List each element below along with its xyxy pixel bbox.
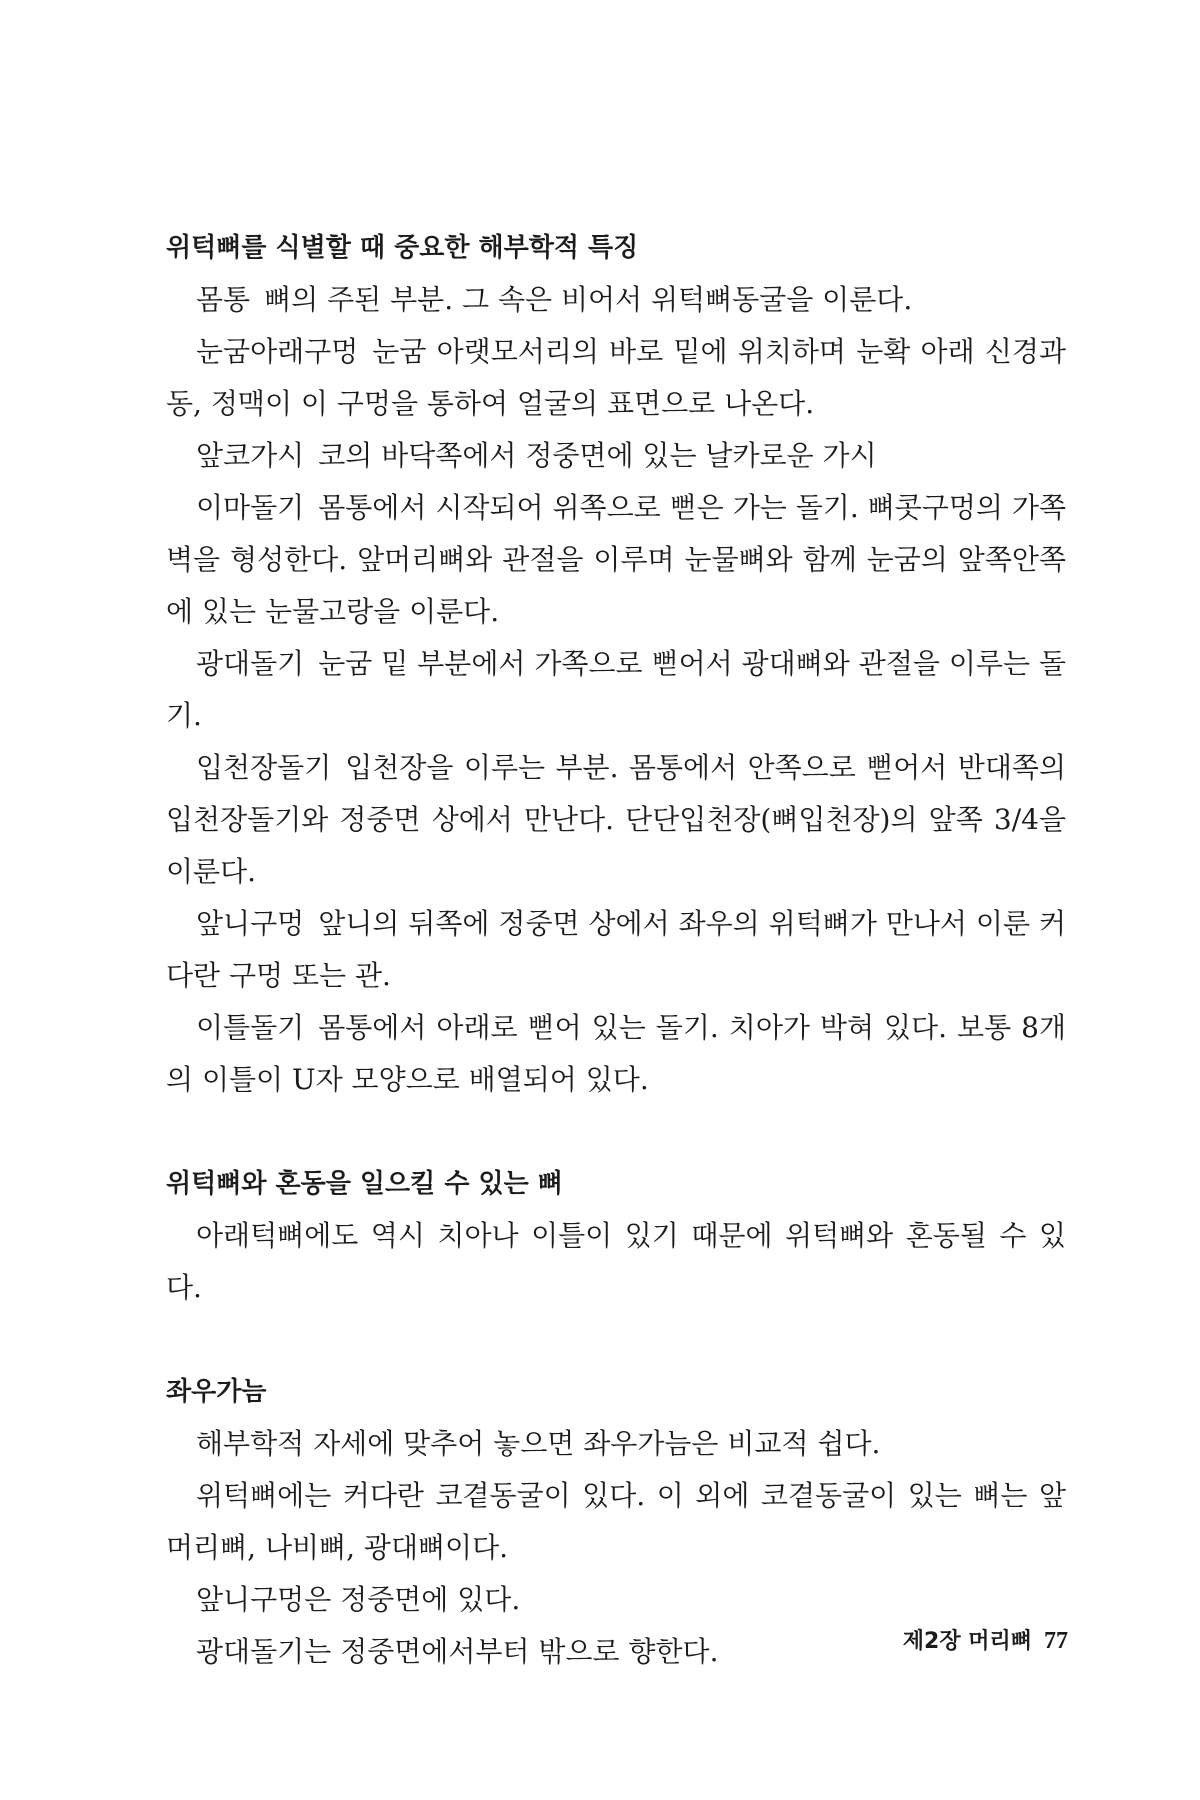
term-description: 뼈의 주된 부분. 그 속은 비어서 위턱뼈동굴을 이룬다. bbox=[264, 283, 913, 316]
term-description: 코의 바닥쪽에서 정중면에 있는 날카로운 가시 bbox=[318, 439, 877, 472]
term-label: 앞코가시 bbox=[196, 439, 305, 472]
term-label: 눈굼아래구멍 bbox=[196, 335, 359, 368]
term-label: 이틀돌기 bbox=[196, 1011, 305, 1044]
page-number: 77 bbox=[1044, 1628, 1068, 1654]
term-description: 몸통에서 시작되어 위쪽으로 뻗은 가는 돌기. 뼈콧구멍의 가쪽 벽을 형성한다. 앞머리뼈와 관절을 이루며 눈물뼈와 함께 눈굼의 앞쪽안쪽에 있는 눈물고랑을 이룬다. bbox=[166, 491, 1066, 628]
section-spacer bbox=[166, 1106, 1066, 1158]
term-entry bbox=[166, 742, 1066, 898]
term-description: 입천장을 이루는 부분. 몸통에서 안쪽으로 뻗어서 반대쪽의 입천장돌기와 정중면 상에서 만난다. 단단입천장(뼈입천장)의 앞쪽 3/4을 이룬다. bbox=[166, 751, 1066, 888]
section-heading-confusion: 위턱뼈와 혼동을 일으킬 수 있는 뼈 bbox=[166, 1169, 563, 1199]
body-paragraph: 앞니구멍은 정중면에 있다. bbox=[196, 1583, 521, 1616]
term-description: 앞니의 뒤쪽에 정중면 상에서 좌우의 위턱뼈가 만나서 이룬 커다란 구멍 또는 관. bbox=[166, 907, 1066, 992]
term-description: 눈굼 밑 부분에서 가쪽으로 뻗어서 광대뼈와 관절을 이루는 돌기. bbox=[166, 647, 1066, 732]
term-description: 눈굼 아랫모서리의 바로 밑에 위치하며 눈확 아래 신경과 동, 정맥이 이 구멍을 통하여 얼굴의 표면으로 나온다. bbox=[166, 335, 1066, 420]
chapter-title: 제2장 머리뼈 bbox=[902, 1629, 1032, 1654]
term-label: 몸통 bbox=[196, 283, 251, 316]
term-entry bbox=[166, 326, 1066, 430]
page-footer bbox=[903, 1624, 1068, 1655]
term-entry bbox=[166, 274, 1066, 326]
section-spacer bbox=[166, 1314, 1066, 1366]
body-paragraph: 위턱뼈에는 커다란 코곁동굴이 있다. 이 외에 코곁동굴이 있는 뼈는 앞머리뼈, 나비뼈, 광대뼈이다. bbox=[166, 1479, 1066, 1564]
term-entry bbox=[166, 638, 1066, 742]
body-paragraph: 광대돌기는 정중면에서부터 밖으로 향한다. bbox=[196, 1635, 719, 1668]
body-paragraph: 해부학적 자세에 맞추어 놓으면 좌우가늠은 비교적 쉽다. bbox=[196, 1427, 881, 1460]
section-heading-identification: 위턱뼈를 식별할 때 중요한 해부학적 특징 bbox=[166, 233, 639, 263]
term-label: 이마돌기 bbox=[196, 491, 305, 524]
term-description: 몸통에서 아래로 뻗어 있는 돌기. 치아가 박혀 있다. 보통 8개의 이틀이 U자 모양으로 배열되어 있다. bbox=[166, 1011, 1066, 1096]
body-paragraph: 아래턱뼈에도 역시 치아나 이틀이 있기 때문에 위턱뼈와 혼동될 수 있다. bbox=[166, 1219, 1066, 1304]
term-entry bbox=[166, 1002, 1066, 1106]
term-entry bbox=[166, 430, 1066, 482]
term-label: 앞니구멍 bbox=[196, 907, 305, 940]
section-heading-sidedness: 좌우가늠 bbox=[166, 1377, 267, 1407]
term-entry bbox=[166, 898, 1066, 1002]
term-entry bbox=[166, 482, 1066, 638]
term-label: 입천장돌기 bbox=[196, 751, 332, 784]
term-label: 광대돌기 bbox=[196, 647, 305, 680]
page-content bbox=[166, 222, 1066, 1678]
